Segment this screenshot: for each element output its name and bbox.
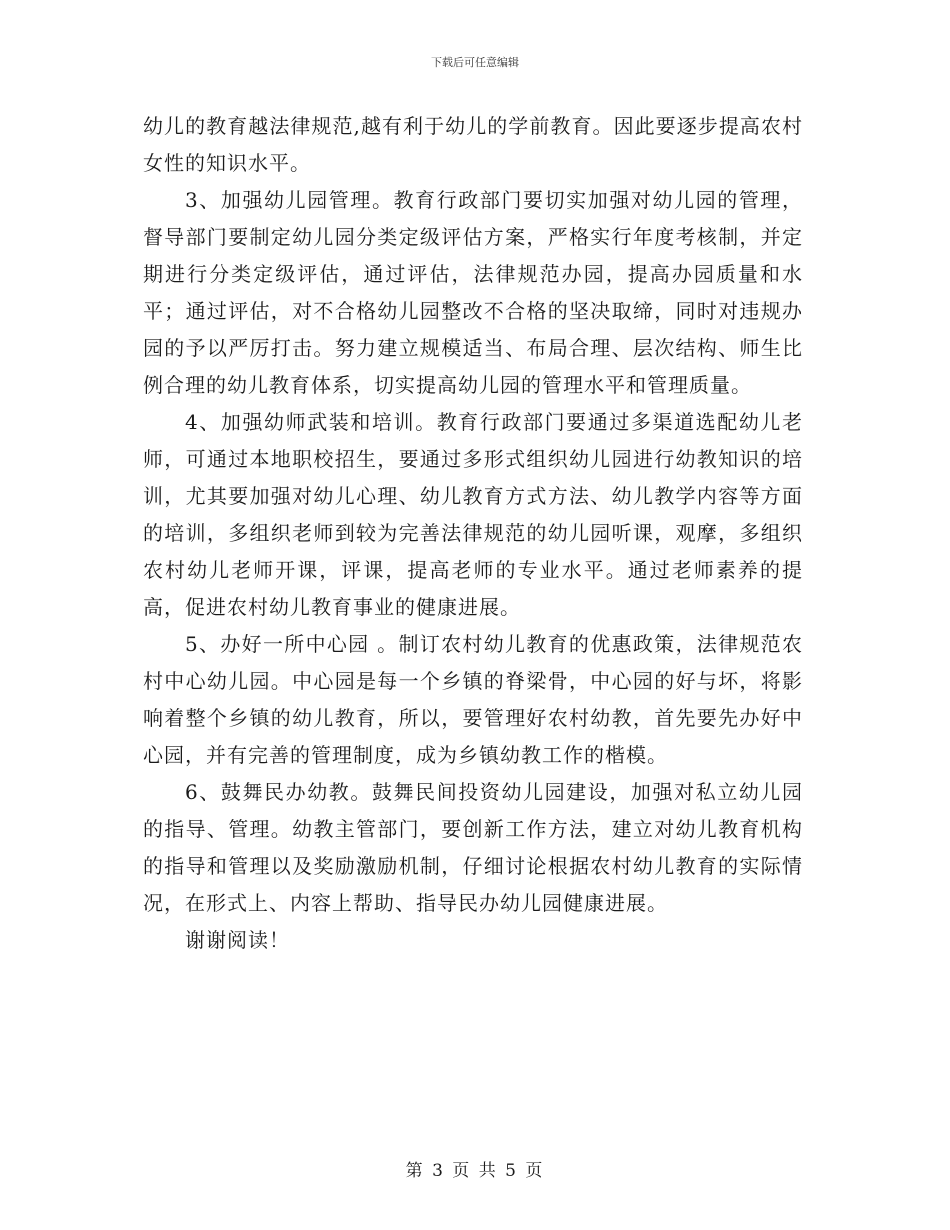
paragraph-continuation: 幼儿的教育越法律规范,越有利于幼儿的学前教育。因此要逐步提高农村女性的知识水平。 bbox=[143, 114, 803, 175]
paragraph-teacher-training: 4、加强幼师武装和培训。教育行政部门要通过多渠道选配幼儿老师，可通过本地职校招生，要通过多形式组织幼儿园进行幼教知识的培训，尤其要加强对幼儿心理、幼儿教育方式方法、幼儿教学内容等方面的培训，多组织老师到较为完善法律规范的幼儿园听课，观摩，多组织农村幼儿老师开课，评课，提高老师的专业水平。通过老师素养的提高，促进农村幼儿教育事业的健康进展。 bbox=[143, 410, 803, 619]
paragraph-kindergarten-management: 3、加强幼儿园管理。教育行政部门要切实加强对幼儿园的管理，督导部门要制定幼儿园分类定级评估方案，严格实行年度考核制，并定期进行分类定级评估，通过评估，法律规范办园，提高办园质量和水平；通过评估，对不合格幼儿园整改不合格的坚决取缔，同时对违规办园的予以严厉打击。努力建立规模适当、布局合理、层次结构、师生比例合理的幼儿教育体系，切实提高幼儿园的管理水平和管理质量。 bbox=[143, 188, 803, 397]
document-body bbox=[143, 108, 803, 959]
paragraph-private-kindergarten: 6、鼓舞民办幼教。鼓舞民间投资幼儿园建设，加强对私立幼儿园的指导、管理。幼教主管部门，要创新工作方法，建立对幼儿教育机构的指导和管理以及奖励激励机制，仔细讨论根据农村幼儿教育的实际情况，在形式上、内容上帮助、指导民办幼儿园健康进展。 bbox=[143, 780, 803, 915]
paragraph-central-kindergarten: 5、办好一所中心园 。制订农村幼儿教育的优惠政策，法律规范农村中心幼儿园。中心园是每一个乡镇的脊梁骨，中心园的好与坏，将影响着整个乡镇的幼儿教育，所以，要管理好农村幼教，首先要先办好中心园，并有完善的管理制度，成为乡镇幼教工作的楷模。 bbox=[143, 632, 803, 767]
download-edit-note: 下载后可任意编辑 bbox=[431, 56, 519, 69]
paragraph-thanks: 谢谢阅读！ bbox=[185, 928, 290, 952]
page-number: 第 3 页 共 5 页 bbox=[405, 1161, 545, 1181]
